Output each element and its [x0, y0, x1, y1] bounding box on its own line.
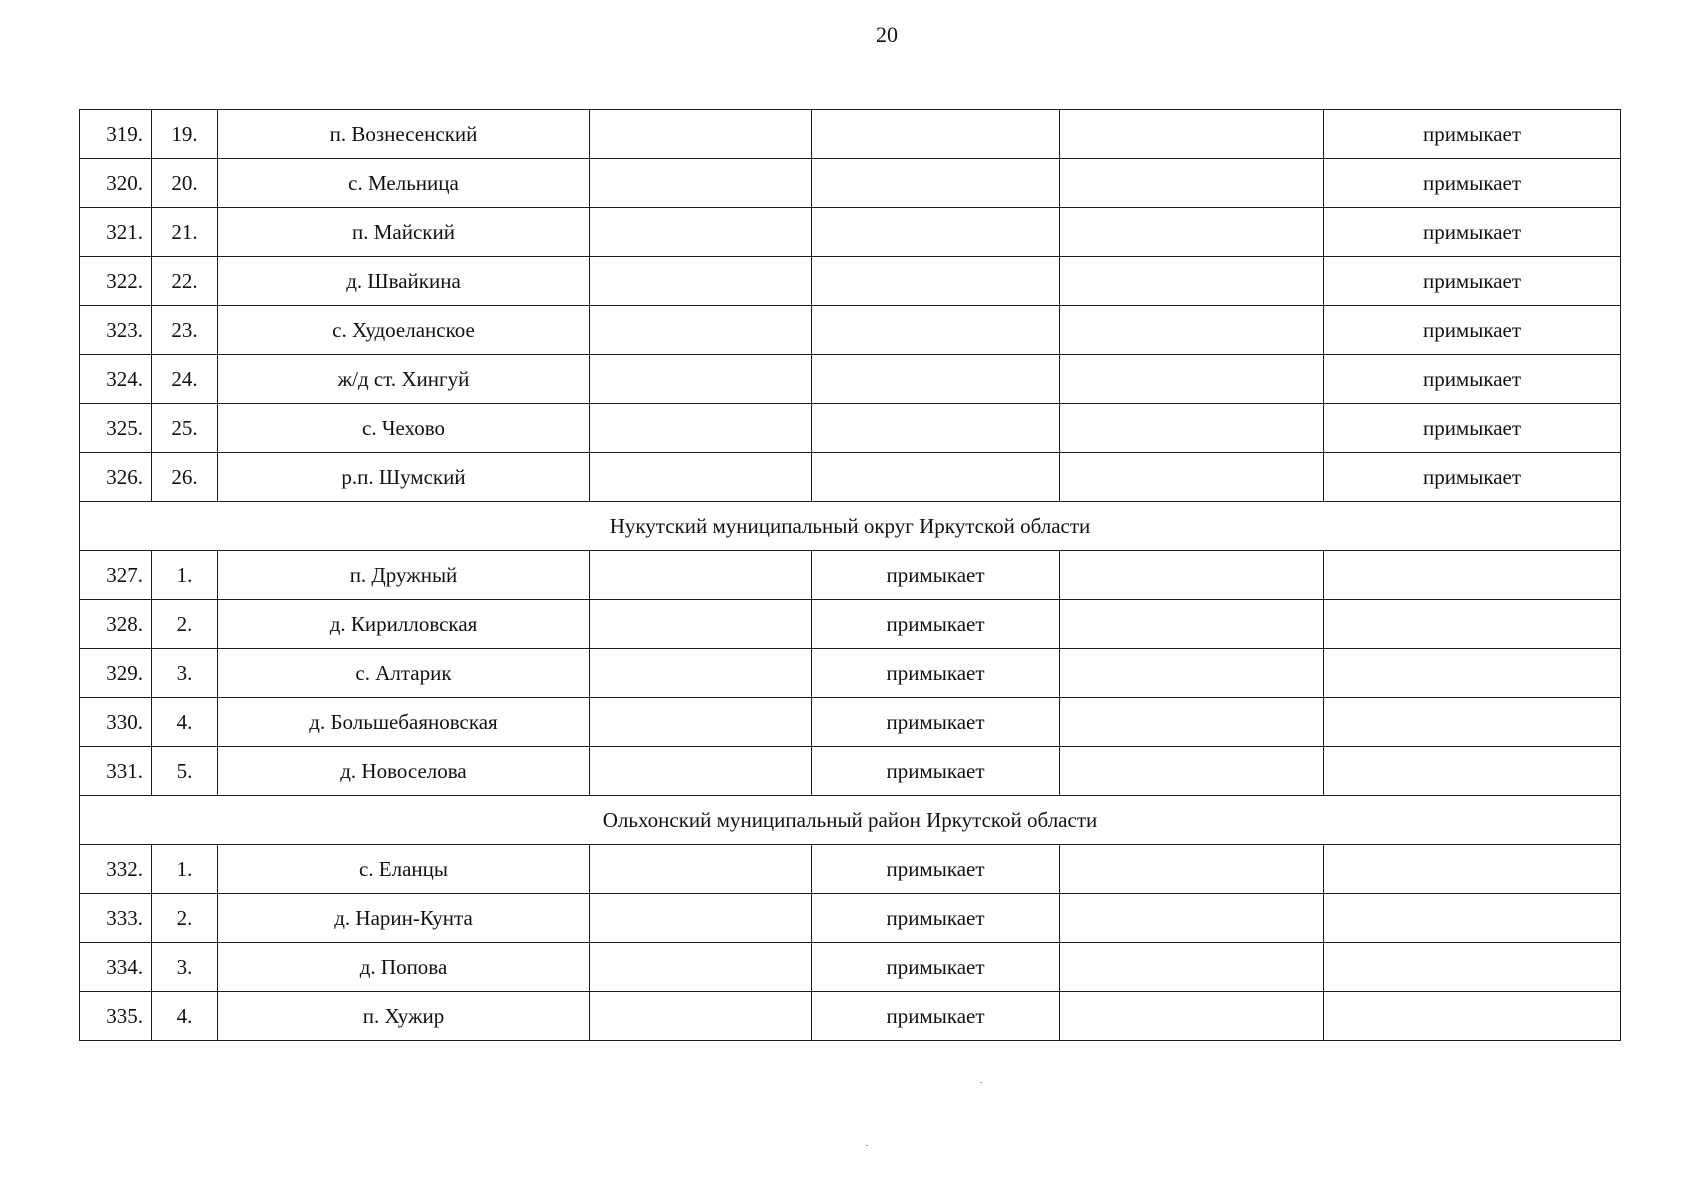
status-cell: примыкает: [1324, 306, 1621, 355]
row-subnumber-cell: 2.: [152, 600, 218, 649]
table-cell: [1324, 747, 1621, 796]
row-subnumber-cell: 1.: [152, 845, 218, 894]
section-title: Нукутский муниципальный округ Иркутской области: [80, 502, 1621, 551]
table-cell: [1060, 208, 1324, 257]
table-row: [80, 404, 1621, 453]
status-cell: примыкает: [1324, 404, 1621, 453]
table-cell: [590, 943, 812, 992]
table-cell: [1324, 845, 1621, 894]
table-cell: [590, 453, 812, 502]
status-cell: примыкает: [1324, 355, 1621, 404]
status-cell: примыкает: [812, 894, 1060, 943]
table-cell: [1324, 894, 1621, 943]
row-number-cell: 332.: [80, 845, 152, 894]
row-subnumber-cell: 3.: [152, 943, 218, 992]
table-row: [80, 649, 1621, 698]
status-cell: примыкает: [1324, 208, 1621, 257]
table-cell: [1060, 649, 1324, 698]
row-number-cell: 319.: [80, 110, 152, 159]
table-cell: [1060, 355, 1324, 404]
row-subnumber-cell: 26.: [152, 453, 218, 502]
table-row: [80, 257, 1621, 306]
row-number-cell: 330.: [80, 698, 152, 747]
table-row: [80, 894, 1621, 943]
table-cell: [1324, 551, 1621, 600]
settlement-name-cell: с. Чехово: [218, 404, 590, 453]
status-cell: примыкает: [1324, 453, 1621, 502]
table-row: [80, 306, 1621, 355]
row-subnumber-cell: 5.: [152, 747, 218, 796]
settlement-name-cell: с. Алтарик: [218, 649, 590, 698]
section-header-row: [80, 796, 1621, 845]
table-cell: [1060, 257, 1324, 306]
table-cell: [590, 404, 812, 453]
settlement-name-cell: д. Новоселова: [218, 747, 590, 796]
row-number-cell: 323.: [80, 306, 152, 355]
table-cell: [812, 257, 1060, 306]
settlement-name-cell: д. Большебаяновская: [218, 698, 590, 747]
table-cell: [590, 257, 812, 306]
row-number-cell: 321.: [80, 208, 152, 257]
table-row: [80, 747, 1621, 796]
table-row: [80, 453, 1621, 502]
table-row: [80, 110, 1621, 159]
row-number-cell: 333.: [80, 894, 152, 943]
table-cell: [812, 208, 1060, 257]
table-cell: [590, 355, 812, 404]
table-row: [80, 551, 1621, 600]
status-cell: примыкает: [1324, 257, 1621, 306]
row-subnumber-cell: 1.: [152, 551, 218, 600]
table-cell: [590, 600, 812, 649]
settlement-name-cell: с. Еланцы: [218, 845, 590, 894]
table-cell: [1324, 698, 1621, 747]
table-cell: [590, 159, 812, 208]
status-cell: примыкает: [1324, 159, 1621, 208]
table-row: [80, 698, 1621, 747]
status-cell: примыкает: [812, 600, 1060, 649]
status-cell: примыкает: [812, 649, 1060, 698]
row-subnumber-cell: 20.: [152, 159, 218, 208]
settlement-name-cell: п. Дружный: [218, 551, 590, 600]
row-subnumber-cell: 3.: [152, 649, 218, 698]
table-cell: [812, 159, 1060, 208]
settlement-name-cell: п. Вознесенский: [218, 110, 590, 159]
row-number-cell: 322.: [80, 257, 152, 306]
row-subnumber-cell: 4.: [152, 992, 218, 1041]
settlement-name-cell: ж/д ст. Хингуй: [218, 355, 590, 404]
row-subnumber-cell: 24.: [152, 355, 218, 404]
table-cell: [1060, 404, 1324, 453]
settlements-table: [79, 109, 1621, 1041]
row-number-cell: 324.: [80, 355, 152, 404]
table-cell: [1060, 845, 1324, 894]
table-row: [80, 845, 1621, 894]
table-cell: [1060, 894, 1324, 943]
scan-speck: [980, 1082, 982, 1083]
settlement-name-cell: с. Худоеланское: [218, 306, 590, 355]
table-cell: [590, 698, 812, 747]
table-cell: [590, 747, 812, 796]
row-subnumber-cell: 2.: [152, 894, 218, 943]
table-cell: [1060, 747, 1324, 796]
status-cell: примыкает: [812, 698, 1060, 747]
table-cell: [1060, 110, 1324, 159]
row-number-cell: 328.: [80, 600, 152, 649]
table-cell: [1060, 698, 1324, 747]
row-number-cell: 320.: [80, 159, 152, 208]
section-header-row: [80, 502, 1621, 551]
settlement-name-cell: р.п. Шумский: [218, 453, 590, 502]
scan-speck: [866, 1145, 868, 1146]
row-subnumber-cell: 4.: [152, 698, 218, 747]
row-number-cell: 326.: [80, 453, 152, 502]
row-number-cell: 335.: [80, 992, 152, 1041]
section-title: Ольхонский муниципальный район Иркутской области: [80, 796, 1621, 845]
row-subnumber-cell: 23.: [152, 306, 218, 355]
table-cell: [1060, 992, 1324, 1041]
table-cell: [1324, 600, 1621, 649]
row-number-cell: 327.: [80, 551, 152, 600]
settlement-name-cell: п. Майский: [218, 208, 590, 257]
table-cell: [590, 551, 812, 600]
page-number: 20: [876, 22, 898, 47]
status-cell: примыкает: [1324, 110, 1621, 159]
table-row: [80, 159, 1621, 208]
row-subnumber-cell: 21.: [152, 208, 218, 257]
table-row: [80, 355, 1621, 404]
status-cell: примыкает: [812, 551, 1060, 600]
table-cell: [1060, 551, 1324, 600]
table-row: [80, 600, 1621, 649]
row-number-cell: 334.: [80, 943, 152, 992]
settlement-name-cell: п. Хужир: [218, 992, 590, 1041]
table-cell: [590, 649, 812, 698]
table-cell: [1324, 943, 1621, 992]
settlement-name-cell: д. Кирилловская: [218, 600, 590, 649]
table-cell: [812, 110, 1060, 159]
table-cell: [590, 894, 812, 943]
table-cell: [812, 355, 1060, 404]
table-cell: [812, 453, 1060, 502]
table-cell: [1324, 649, 1621, 698]
status-cell: примыкает: [812, 845, 1060, 894]
status-cell: примыкает: [812, 992, 1060, 1041]
row-subnumber-cell: 22.: [152, 257, 218, 306]
table-cell: [1060, 306, 1324, 355]
table-cell: [590, 845, 812, 894]
table-body: [80, 110, 1621, 1041]
table-cell: [1324, 992, 1621, 1041]
table-cell: [812, 306, 1060, 355]
settlement-name-cell: с. Мельница: [218, 159, 590, 208]
table-cell: [590, 306, 812, 355]
table-cell: [1060, 600, 1324, 649]
row-subnumber-cell: 19.: [152, 110, 218, 159]
table-cell: [590, 208, 812, 257]
table-cell: [1060, 159, 1324, 208]
table-row: [80, 943, 1621, 992]
settlement-name-cell: д. Швайкина: [218, 257, 590, 306]
table-cell: [1060, 943, 1324, 992]
settlement-name-cell: д. Нарин-Кунта: [218, 894, 590, 943]
status-cell: примыкает: [812, 943, 1060, 992]
table-cell: [812, 404, 1060, 453]
row-number-cell: 329.: [80, 649, 152, 698]
table-cell: [590, 110, 812, 159]
table-cell: [1060, 453, 1324, 502]
table-cell: [590, 992, 812, 1041]
row-subnumber-cell: 25.: [152, 404, 218, 453]
table-row: [80, 208, 1621, 257]
status-cell: примыкает: [812, 747, 1060, 796]
row-number-cell: 325.: [80, 404, 152, 453]
row-number-cell: 331.: [80, 747, 152, 796]
settlement-name-cell: д. Попова: [218, 943, 590, 992]
table-row: [80, 992, 1621, 1041]
